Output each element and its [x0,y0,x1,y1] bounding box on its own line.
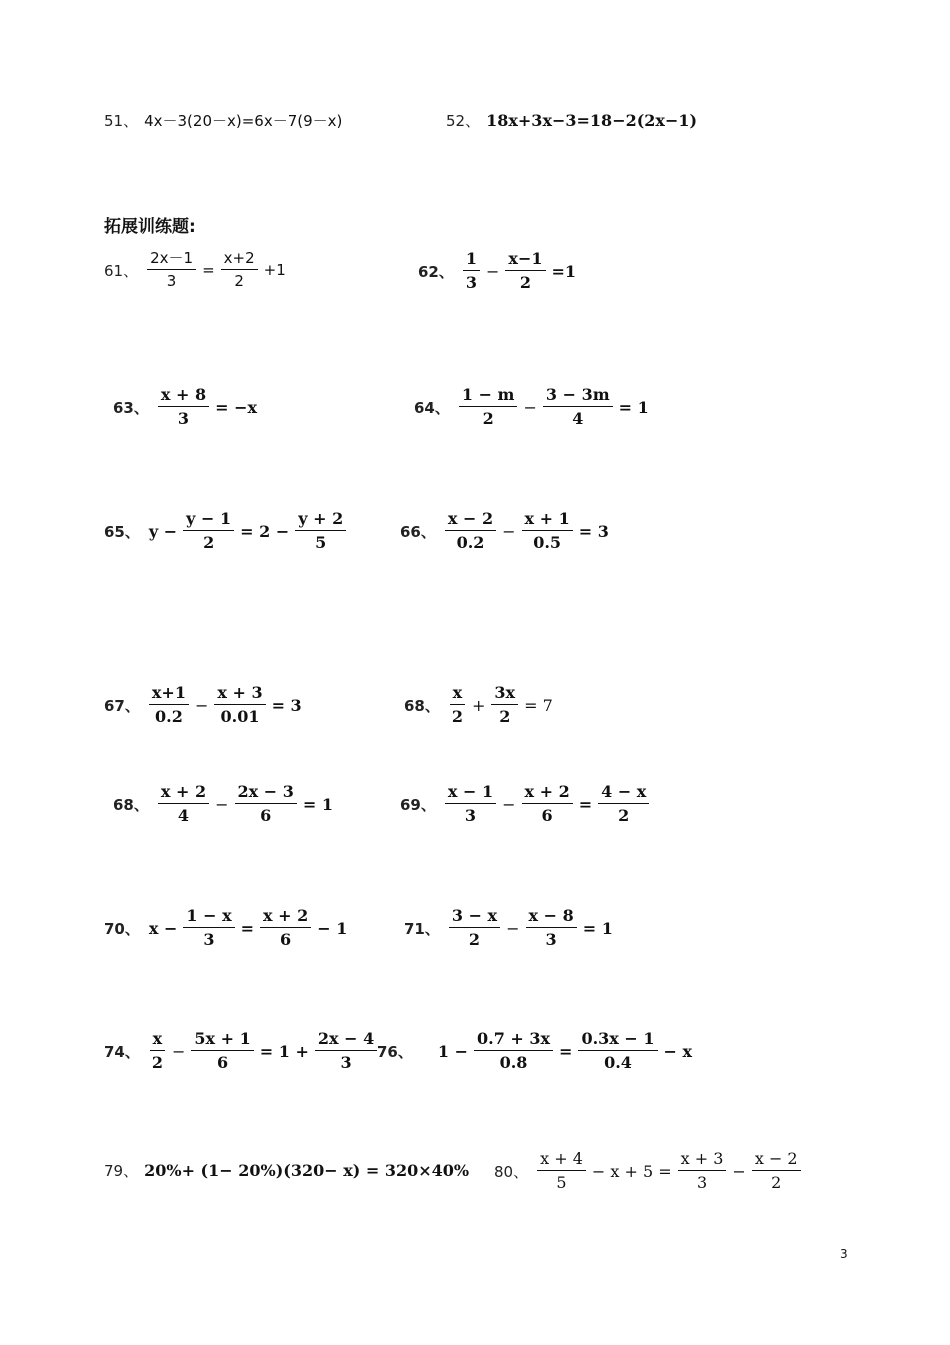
fraction [147,250,196,291]
fraction [158,783,209,826]
denominator: 6 [260,806,272,826]
denominator: 3 [464,806,477,826]
operator: = [559,1041,573,1061]
numerator: 0.3x − 1 [578,1030,657,1051]
denominator: 2 [468,930,481,950]
operator: − [502,521,516,541]
fraction [491,684,518,727]
numerator: x + 2 [522,783,573,804]
denominator: 3 [166,272,177,291]
fraction [474,1030,553,1073]
equation-tail: +1 [263,261,286,280]
equation-tail: − 1 [317,918,348,938]
numerator: 1 [463,250,480,271]
problem-71 [404,907,616,950]
problem-number: 71、 [404,919,440,938]
denominator: 3 [177,409,190,429]
fraction [260,907,311,950]
numerator: 4 − x [598,783,649,804]
numerator: x + 4 [537,1150,586,1171]
denominator: 2 [519,273,532,293]
fraction [191,1030,253,1073]
numerator: x − 8 [526,907,577,928]
denominator: 6 [541,806,553,826]
fraction [158,386,209,429]
equation-tail: =1 [551,261,577,281]
denominator: 4 [572,409,584,429]
numerator: x − 2 [445,510,496,531]
fraction [445,783,496,826]
fraction [522,783,573,826]
equation-middle: = 2 − [240,521,290,541]
numerator: y − 1 [183,510,234,531]
fraction [526,907,577,950]
numerator: x [150,1030,166,1051]
problem-74 [104,1030,380,1073]
problem-number: 66、 [400,522,436,541]
fraction [578,1030,657,1073]
denominator: 4 [177,806,190,826]
numerator: 3 − 3m [543,386,613,407]
numerator: 3 − x [449,907,500,928]
equation-tail: = 7 [524,695,553,715]
fraction [295,510,346,553]
numerator: x + 3 [214,684,265,705]
problem-number: 69、 [400,795,436,814]
operator: − [732,1161,746,1181]
numerator: 0.7 + 3x [474,1030,553,1051]
fraction [678,1150,727,1193]
operator: − [502,794,516,814]
numerator: 2x－1 [147,250,196,270]
denominator: 0.2 [154,707,183,727]
fraction [221,250,258,291]
problem-number: 70、 [104,919,140,938]
denominator: 0.5 [533,533,562,553]
operator: − [172,1041,186,1061]
operator: − [506,918,520,938]
fraction [459,386,518,429]
denominator: 0.01 [220,707,260,727]
denominator: 0.2 [456,533,485,553]
problem-69 [400,783,652,826]
problem-number: 51、 [104,112,139,130]
problem-76 [377,1030,695,1073]
denominator: 6 [280,930,292,950]
denominator: 2 [618,806,630,826]
problem-number: 52、 [446,112,481,130]
fraction [183,510,234,553]
problem-63 [113,386,260,429]
operator: = [240,918,255,938]
numerator: 2x − 4 [315,1030,377,1051]
fraction [214,684,265,727]
operator: + [472,695,486,715]
denominator: 2 [203,533,215,553]
problem-number: 76、 [377,1042,413,1061]
denominator: 3 [545,930,557,950]
equation-middle: − x + 5 = [591,1161,672,1181]
equation-tail: = 1 [582,918,613,938]
equation-text: 20%+ (1− 20%)(320− x) = 320×40% [144,1161,470,1180]
operator: = [202,261,215,280]
equation-tail: = 3 [271,695,302,715]
numerator: x [450,684,466,705]
denominator: 0.4 [604,1053,632,1073]
denominator: 2 [499,707,511,727]
equation-lead: 1 − [437,1041,468,1061]
problem-number: 67、 [104,696,140,715]
problem-number: 68、 [113,795,149,814]
numerator: x + 8 [158,386,209,407]
fraction [505,250,545,293]
numerator: x − 1 [445,783,496,804]
numerator: x+2 [221,250,258,270]
equation-tail: − x [663,1041,693,1061]
problem-number: 62、 [418,262,454,281]
numerator: 5x + 1 [191,1030,253,1051]
numerator: x − 2 [752,1150,801,1171]
problem-number: 80、 [494,1162,529,1181]
problem-66 [400,510,612,553]
numerator: x + 2 [158,783,209,804]
fraction [445,510,496,553]
problem-52 [446,110,697,131]
operator: − [215,794,229,814]
problem-51 [104,110,342,131]
problem-number: 63、 [113,398,149,417]
denominator: 3 [340,1053,352,1073]
equation-tail: = 1 [302,794,333,814]
numerator: x + 1 [522,510,573,531]
equation-tail: = 3 [578,521,609,541]
denominator: 5 [315,533,327,553]
fraction [752,1150,801,1193]
fraction [183,907,234,950]
numerator: 1 − m [459,386,518,407]
denominator: 0.8 [499,1053,528,1073]
fraction [149,1030,166,1073]
numerator: x + 3 [678,1150,727,1171]
denominator: 2 [234,272,244,291]
operator: − [523,397,537,417]
numerator: x−1 [505,250,545,271]
numerator: 1 − x [183,907,234,928]
section-heading: 拓展训练题: [104,217,196,237]
problem-65 [104,510,349,553]
numerator: 2x − 3 [235,783,297,804]
problem-number: 64、 [414,398,450,417]
problem-number: 65、 [104,522,140,541]
fraction [537,1150,586,1193]
fraction [449,907,500,950]
denominator: 2 [151,1053,164,1073]
denominator: 2 [771,1173,782,1193]
fraction [522,510,573,553]
problem-64 [414,386,652,429]
denominator: 3 [696,1173,708,1193]
problem-number: 68、 [404,696,440,715]
equation-tail: = 1 [618,397,649,417]
fraction [235,783,297,826]
numerator: y + 2 [295,510,346,531]
denominator: 2 [482,409,494,429]
fraction [315,1030,377,1073]
problem-number: 79、 [104,1162,139,1180]
numerator: x+1 [149,684,189,705]
page-number: 3 [840,1247,848,1261]
fraction [598,783,649,826]
fraction [449,684,466,727]
denominator: 5 [556,1173,567,1193]
equation-middle: = 1 + [259,1041,309,1061]
problem-70 [104,907,350,950]
fraction [149,684,189,727]
equation-tail: = −x [215,397,258,417]
fraction [463,250,480,293]
problem-number: 61、 [104,261,139,280]
equation-text: 4x－3(20－x)=6x－7(9－x) [144,112,343,130]
problem-62 [418,250,579,293]
numerator: x + 2 [260,907,311,928]
operator: − [486,261,500,281]
equation-lead: x − [148,918,178,938]
problem-68b [113,783,336,826]
fraction [543,386,613,429]
equation-lead: y − [148,521,178,541]
denominator: 2 [451,707,464,727]
problem-79 [104,1160,469,1181]
operator: − [194,695,209,715]
problem-80 [494,1150,804,1193]
operator: = [578,794,593,814]
denominator: 3 [203,930,215,950]
numerator: 3x [491,684,518,705]
problem-68a [404,684,556,727]
equation-text: 18x+3x−3=18−2(2x−1) [486,111,698,130]
denominator: 3 [465,273,478,293]
problem-61 [104,250,289,291]
denominator: 6 [217,1053,229,1073]
problem-number: 74、 [104,1042,140,1061]
problem-67 [104,684,305,727]
